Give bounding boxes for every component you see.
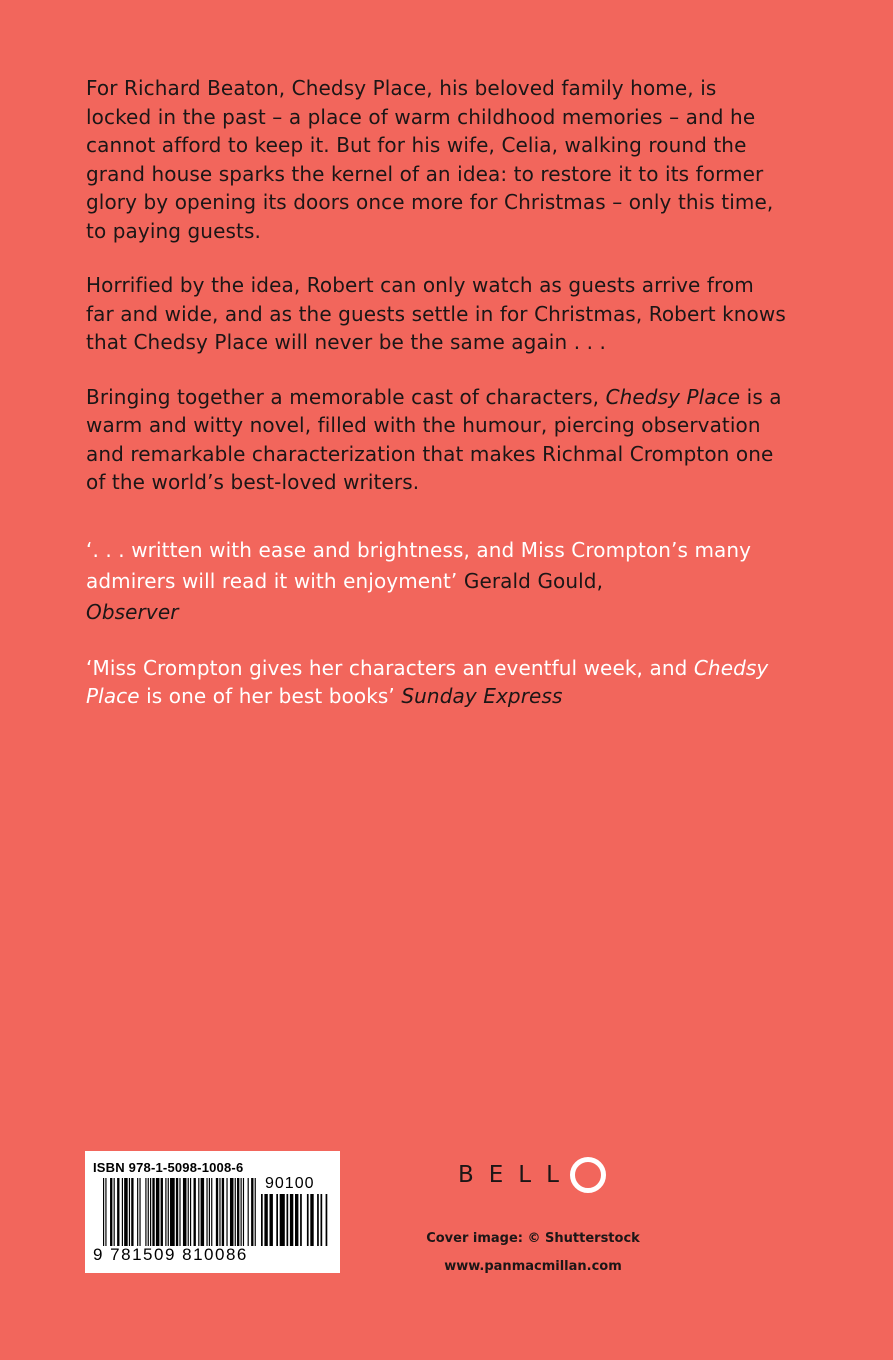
barcode-bar: [114, 1178, 115, 1246]
barcode-bar: [219, 1178, 220, 1246]
barcode-bar: [176, 1178, 178, 1246]
barcode-bar: [276, 1194, 278, 1246]
barcode-bar: [152, 1178, 154, 1246]
barcode-bar: [117, 1178, 119, 1246]
barcode-bar: [188, 1178, 189, 1246]
barcode-bar: [124, 1178, 128, 1246]
barcode-bar: [243, 1178, 244, 1246]
barcode-bar: [255, 1178, 256, 1246]
barcode-bar: [183, 1178, 187, 1246]
cover-image-credit: Cover image: © Shutterstock: [426, 1231, 640, 1246]
barcode-bar: [211, 1178, 212, 1246]
review-quote-2-text-end: is one of her best books’: [139, 684, 402, 708]
barcode-bar: [129, 1178, 130, 1246]
review-quote-1-text: ‘. . . written with ease and brightness, and Miss Crompton’s many admirers will read it with enjoyment’: [86, 537, 752, 593]
barcode-number: 9 781509 810086: [93, 1245, 248, 1264]
barcode-bar: [105, 1178, 106, 1246]
barcode-bar: [280, 1194, 285, 1246]
bello-logo-text: BELL: [458, 1162, 574, 1188]
barcode-bar: [148, 1178, 149, 1246]
barcode-addon-bars: [261, 1194, 329, 1246]
barcode-bar: [194, 1178, 196, 1246]
barcode-bar: [230, 1178, 234, 1246]
barcode-bar: [137, 1178, 138, 1246]
review-quote-2: [86, 654, 786, 711]
review-quote-1-source: Observer: [86, 599, 179, 624]
barcode-bar: [317, 1194, 319, 1246]
barcode-bar: [156, 1178, 160, 1246]
barcode-bar: [226, 1178, 227, 1246]
barcode-bar: [190, 1178, 191, 1246]
review-quote-1-author: Gerald Gould,: [457, 568, 604, 593]
barcode-bar: [264, 1194, 267, 1246]
barcode-bar: [222, 1178, 224, 1246]
barcode-bar: [270, 1194, 273, 1246]
publisher-website: www.panmacmillan.com: [444, 1259, 622, 1274]
barcode-bar: [307, 1194, 309, 1246]
review-quote-1: [86, 535, 786, 628]
barcode-bar: [103, 1178, 104, 1246]
barcode-bar: [295, 1194, 298, 1246]
barcode-addon-number: 90100: [265, 1175, 315, 1192]
barcode-bar: [261, 1194, 263, 1246]
barcode-bar: [237, 1178, 239, 1246]
review-quote-2-text-start: ‘Miss Crompton gives her characters an eventful week, and: [86, 655, 694, 680]
barcode-bar: [235, 1178, 236, 1246]
bello-logo-o-ring-icon: [570, 1157, 606, 1193]
barcode-bar: [122, 1178, 123, 1246]
barcode-bar: [145, 1178, 146, 1246]
barcode-bar: [321, 1194, 323, 1246]
barcode-bar: [168, 1178, 169, 1246]
barcode-bar: [326, 1194, 328, 1246]
blurb-paragraph-1: For Richard Beaton, Chedsy Place, his beloved family home, is locked in the past – a place of warm childhood memories – and he cannot afford to keep it. But for his wife, Celia, walking round the grand house sparks the kernel of an idea: to restore it to its former glory by opening its doors once more for Christmas – only this time, to paying guests.: [86, 76, 774, 243]
bello-logo: [458, 1155, 606, 1195]
barcode-bar: [139, 1178, 140, 1246]
barcode-bar: [287, 1194, 289, 1246]
barcode-bar: [201, 1178, 205, 1246]
review-quote-2-title: Chedsy Place: [86, 655, 769, 708]
blurb-paragraph-2: Horrified by the idea, Robert can only watch as guests arrive from far and wide, and as the guests settle in for Christmas, Robert knows that Chedsy Place will never be the same again . . .: [86, 273, 786, 354]
barcode-bar: [290, 1194, 293, 1246]
barcode-bar: [248, 1178, 249, 1246]
blurb-paragraph-3-start: Bringing together a memorable cast of characters,: [86, 384, 606, 409]
blurb-paragraph-3: [86, 383, 786, 497]
barcode-bar: [179, 1178, 180, 1246]
barcode-bar: [110, 1178, 112, 1246]
isbn-label: ISBN 978-1-5098-1008-6: [93, 1160, 244, 1175]
barcode-bar: [170, 1178, 175, 1246]
barcode-bar: [198, 1178, 199, 1246]
barcode-bar: [161, 1178, 163, 1246]
barcode-bar: [131, 1178, 133, 1246]
blurb-book-title: Chedsy Place: [605, 384, 741, 409]
barcode-bar: [165, 1178, 166, 1246]
barcode-bar: [251, 1178, 253, 1246]
barcode-bar: [310, 1194, 313, 1246]
barcode-main-bars: [103, 1178, 257, 1246]
barcode-bar: [216, 1178, 218, 1246]
barcode-bar: [300, 1194, 302, 1246]
blurb-paragraph-3-end: is a warm and witty novel, filled with the humour, piercing observation and remarkable characterization that makes Richmal Crompton one of the world’s best-loved writers.: [86, 384, 782, 494]
isbn-barcode: [85, 1151, 340, 1273]
barcode-bar: [150, 1178, 151, 1246]
review-quote-2-source: Sunday Express: [401, 684, 563, 708]
barcode-bar: [241, 1178, 242, 1246]
back-cover-blurb: [86, 74, 786, 711]
barcode-bar: [209, 1178, 210, 1246]
barcode-bar: [206, 1178, 207, 1246]
